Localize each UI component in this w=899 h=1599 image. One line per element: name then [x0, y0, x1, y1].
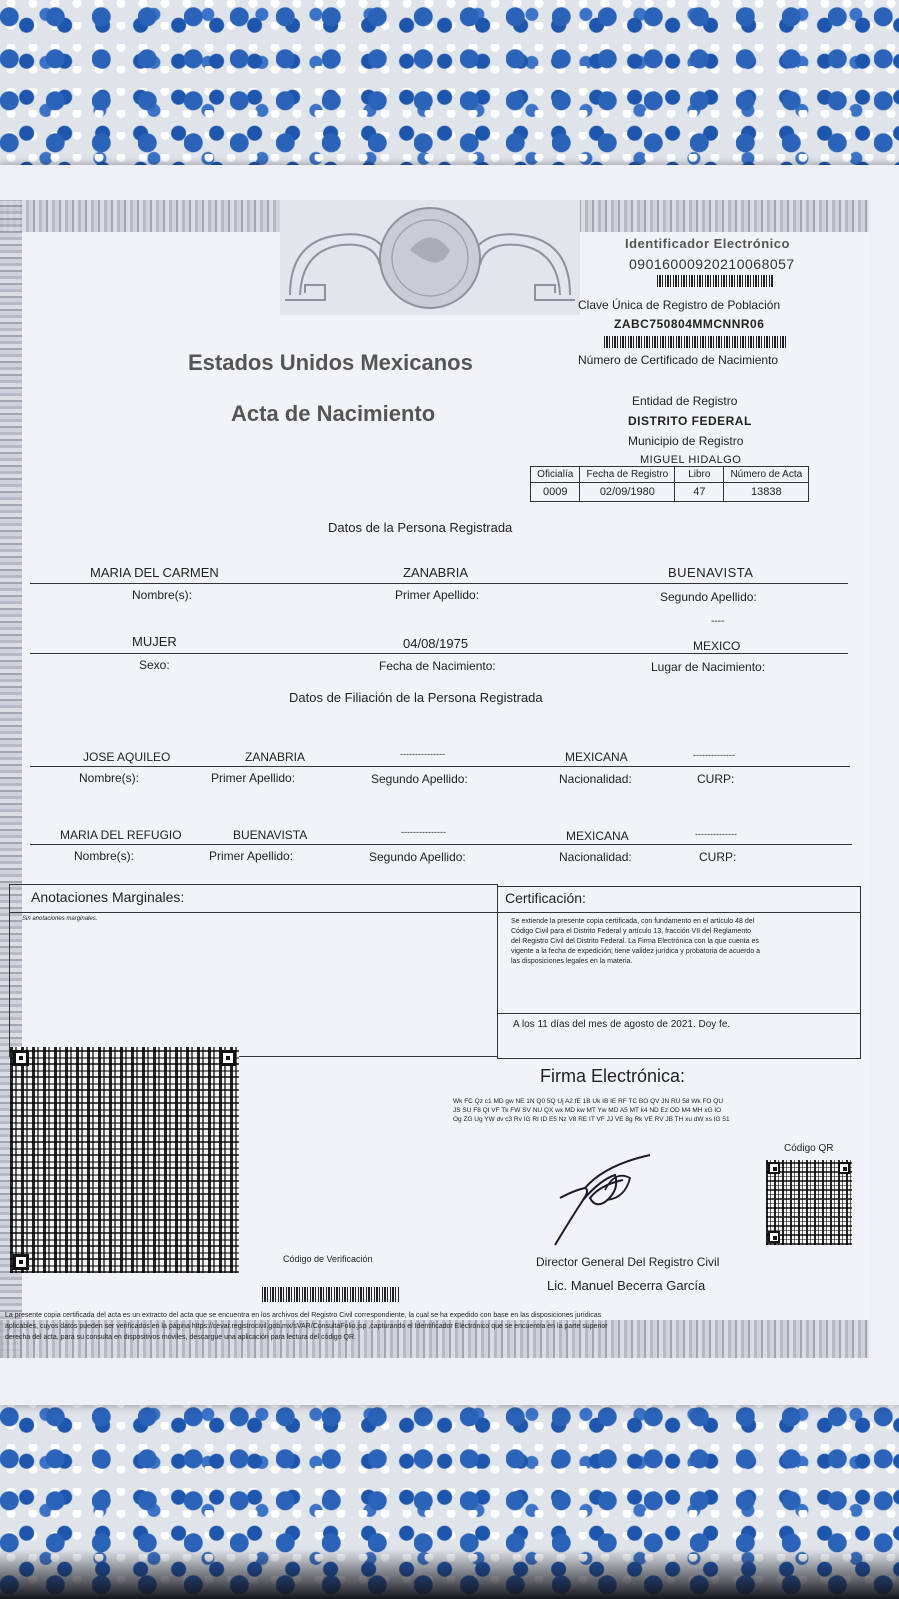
registro-table	[530, 466, 809, 502]
codigo-qr-label: Código QR	[784, 1143, 834, 1154]
registro-header-acta: Número de Acta	[724, 467, 809, 483]
persona-section-title: Datos de la Persona Registrada	[328, 520, 513, 535]
footer-line: aplicables, cuyos datos pueden ser verificados en la página https://cevar.registrocivil.gob.mx/sVAR/ConsultaFolio.jsp ,capturando el Identificador Electrónico que se encuentra en la parte superior	[5, 1323, 608, 1330]
padre-primer-apellido: ZANABRIA	[245, 750, 306, 764]
madre-curp: --------------	[695, 829, 737, 839]
codigo-verificacion-label: Código de Verificación	[283, 1254, 373, 1264]
small-qr-finder-tl	[768, 1162, 780, 1174]
madre-nacionalidad: MEXICANA	[566, 829, 629, 843]
padre-nacionalidad: MEXICANA	[565, 750, 628, 764]
padre-primer-apellido-label: Primer Apellido:	[211, 771, 296, 785]
certificacion-line: vigente a la fecha de expedición; tiene validez jurídica y probatoria de acuerdo a	[511, 948, 761, 955]
certificacion-line: del Registro Civil del Distrito Federal. La Firma Electrónica con la que cuenta es	[511, 938, 759, 945]
anotaciones-box	[9, 884, 498, 1057]
certificacion-title-line	[497, 912, 861, 913]
madre-segundo-apellido: ---------------	[401, 827, 446, 837]
footer-legal-text	[5, 1310, 850, 1343]
verification-barcode	[262, 1287, 400, 1302]
footer-line: La presente copia certificada del acta es un extracto del acta que se encuentra en los archivos del Registro Civil correspondiente, la cual se ha expedido con base en las disposiciones jurídicas	[5, 1312, 602, 1319]
municipio-value: MIGUEL HIDALGO	[640, 454, 742, 466]
certificacion-title: Certificación:	[505, 890, 586, 906]
padre-segundo-apellido-label: Segundo Apellido:	[371, 772, 468, 786]
fecha-nacimiento-label: Fecha de Nacimiento:	[379, 659, 496, 673]
madre-nombre-label: Nombre(s):	[74, 849, 135, 863]
curp-barcode	[604, 336, 788, 348]
identificador-label: Identificador Electrónico	[625, 236, 790, 251]
tablecloth-top	[0, 0, 899, 190]
madre-segundo-apellido-label: Segundo Apellido:	[369, 850, 466, 864]
registro-header-oficialia: Oficialía	[531, 467, 580, 483]
persona-row1-line	[30, 583, 848, 584]
padre-line	[30, 766, 850, 767]
firma-title: Firma Electrónica:	[540, 1066, 686, 1086]
qr-finder-top-left	[13, 1050, 29, 1066]
verification-qr-code	[10, 1047, 239, 1273]
persona-nombre: MARIA DEL CARMEN	[90, 565, 219, 580]
small-qr-code	[766, 1160, 852, 1245]
curp-value: ZABC750804MMCNNR06	[614, 317, 765, 331]
anotaciones-title: Anotaciones Marginales:	[31, 889, 185, 905]
lugar-dash: ----	[711, 616, 725, 627]
certificacion-fecha-line	[497, 1013, 861, 1014]
persona-lugar-nacimiento: MEXICO	[693, 639, 741, 653]
padre-nombre: JOSE AQUILEO	[83, 750, 171, 764]
sexo-label: Sexo:	[139, 658, 170, 672]
padre-curp: --------------	[693, 750, 735, 760]
tablecloth-bottom	[0, 1400, 899, 1599]
certificacion-line: Se extiende la presente copia certificada, con fundamento en el artículo 48 del	[511, 918, 755, 925]
persona-row2-line	[30, 653, 848, 654]
certificacion-fecha: A los 11 días del mes de agosto de 2021. Doy fe.	[513, 1019, 731, 1030]
registro-header-fecha: Fecha de Registro	[580, 467, 675, 483]
registro-value-acta: 13838	[724, 483, 809, 502]
madre-primer-apellido-label: Primer Apellido:	[209, 849, 294, 863]
madre-primer-apellido: BUENAVISTA	[233, 828, 308, 842]
madre-line	[30, 844, 852, 845]
persona-nombre-label: Nombre(s):	[132, 588, 193, 602]
certificacion-line: Código Civil para el Distrito Federal y artículo 13, fracción VII del Reglamento	[511, 928, 752, 935]
madre-curp-label: CURP:	[699, 850, 737, 864]
madre-nacionalidad-label: Nacionalidad:	[559, 850, 632, 864]
firma-hash-line: JS SU F8 QI VF Tk FW SV NU QX wx MD kw MT Yw MD A5 MT k4 ND Ez OD M4 MH xG IO	[453, 1107, 722, 1114]
certificado-label: Número de Certificado de Nacimiento	[578, 353, 779, 367]
firma-hash-line: Og ZG Ug YW dv c3 Rv IG RI ID E5 Nz V8 RE IT VF JJ VE 8g Rk VE RV JB TH xu dW xs IG 51	[453, 1116, 730, 1123]
qr-finder-bottom-left	[13, 1254, 29, 1270]
registro-header-libro: Libro	[675, 467, 724, 483]
identificador-value: 09016000920210068057	[629, 256, 795, 272]
municipio-label: Municipio de Registro	[628, 434, 744, 448]
qr-finder-top-right	[220, 1050, 236, 1066]
document-title: Acta de Nacimiento	[231, 401, 436, 426]
footer-line: derecha del acta, para su consulta en dispositivos móviles, descargue una aplicación para lectura del código QR.	[5, 1334, 356, 1341]
director-title: Director General Del Registro Civil	[536, 1255, 720, 1269]
identificador-barcode	[657, 275, 774, 287]
firma-hash-line: Wk FC Qz c1 MD gw NE 1N Q0 5Q Uj A2 fE 1B Uk IB IE RF TC BO QV JN RU 58 Wk FO QU	[453, 1098, 724, 1105]
filiacion-section-title: Datos de Filiación de la Persona Registrada	[289, 690, 543, 705]
registro-value-libro: 47	[675, 483, 724, 502]
certificacion-line: las disposiciones legales en la materia.	[511, 958, 633, 965]
persona-segundo-apellido-label: Segundo Apellido:	[660, 590, 757, 604]
country-title: Estados Unidos Mexicanos	[188, 350, 473, 375]
persona-segundo-apellido: BUENAVISTA	[668, 565, 754, 580]
director-name: Lic. Manuel Becerra García	[547, 1278, 706, 1293]
padre-nombre-label: Nombre(s):	[79, 771, 140, 785]
persona-fecha-nacimiento: 04/08/1975	[403, 636, 469, 651]
entidad-value: DISTRITO FEDERAL	[628, 414, 752, 428]
padre-nacionalidad-label: Nacionalidad:	[559, 772, 632, 786]
padre-segundo-apellido: ---------------	[400, 749, 445, 759]
firma-hash	[453, 1097, 853, 1124]
certificacion-text	[511, 917, 856, 967]
coat-of-arms-seal-icon	[280, 200, 580, 315]
curp-label: Clave Única de Registro de Población	[578, 298, 781, 312]
padre-curp-label: CURP:	[697, 772, 735, 786]
registro-value-fecha: 02/09/1980	[580, 483, 675, 502]
small-qr-finder-tr	[838, 1162, 850, 1174]
persona-sexo: MUJER	[132, 634, 177, 649]
entidad-label: Entidad de Registro	[632, 394, 738, 408]
anotaciones-text: Sin anotaciones marginales.	[22, 916, 98, 922]
persona-primer-apellido: ZANABRIA	[403, 565, 469, 580]
signature-icon	[545, 1150, 670, 1255]
registro-value-oficialia: 0009	[531, 483, 580, 502]
madre-nombre: MARIA DEL REFUGIO	[60, 828, 182, 842]
persona-primer-apellido-label: Primer Apellido:	[395, 588, 480, 602]
anotaciones-title-line	[9, 912, 498, 913]
small-qr-finder-bl	[768, 1231, 780, 1243]
lugar-nacimiento-label: Lugar de Nacimiento:	[651, 660, 766, 674]
